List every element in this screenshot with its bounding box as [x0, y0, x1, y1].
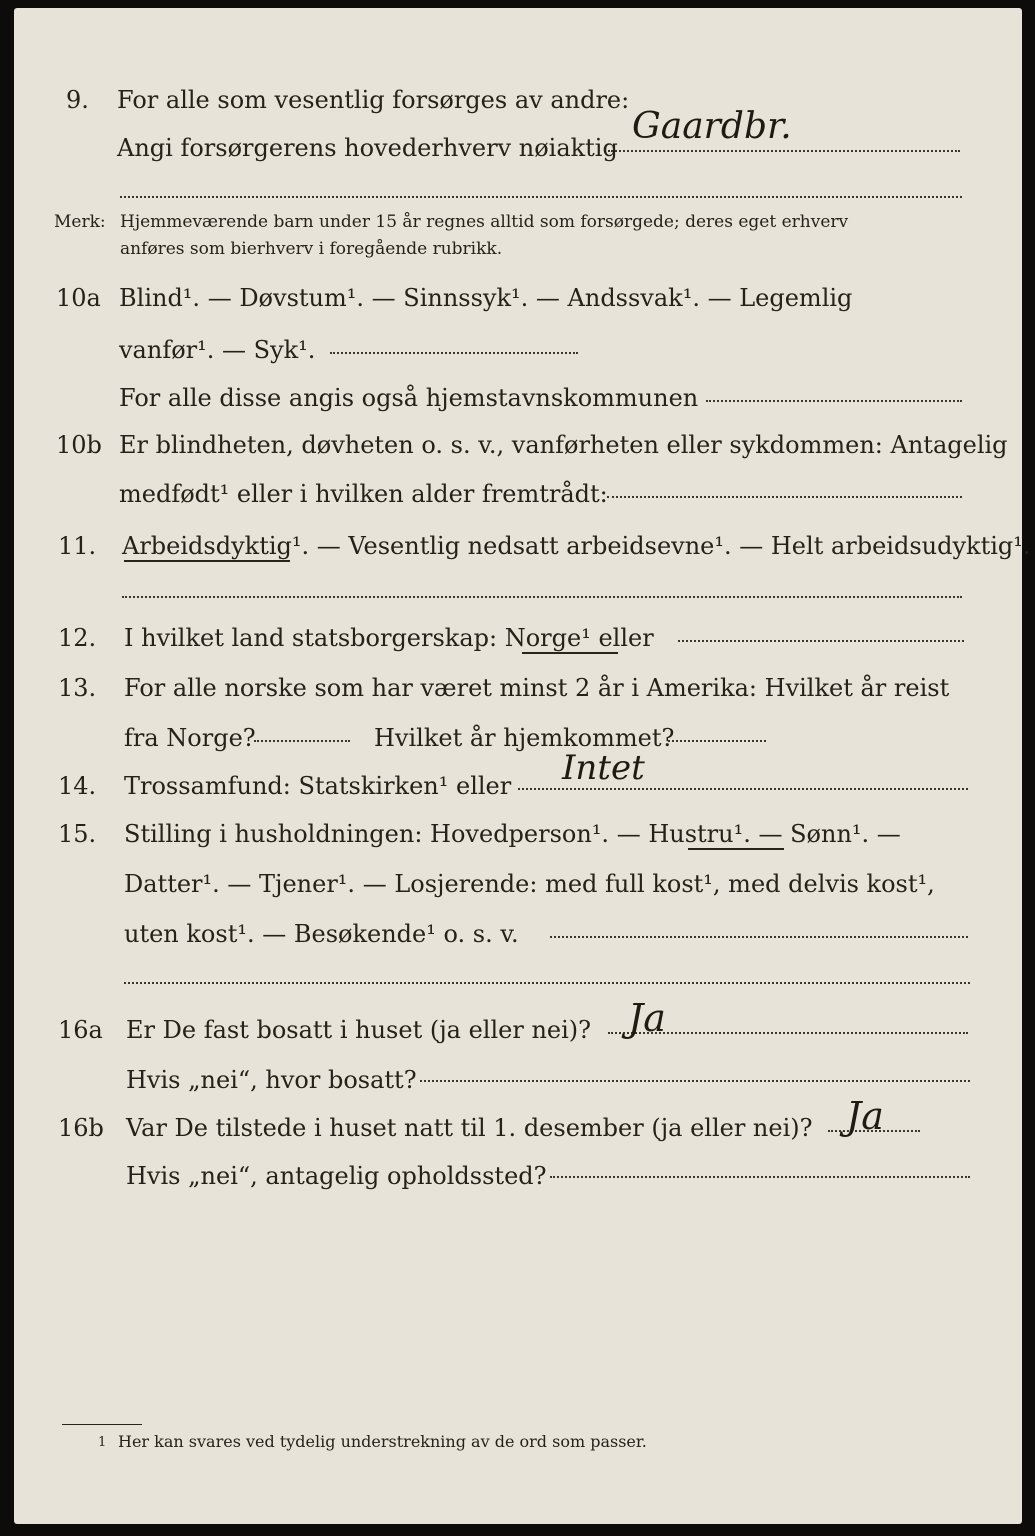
- q11-number: 11.: [58, 532, 97, 560]
- q10a-kommune-line: [706, 400, 962, 402]
- q16a-line2: Hvis „nei“, hvor bosatt?: [126, 1066, 417, 1094]
- q13-line2b: Hvilket år hjemkommet?: [374, 724, 675, 752]
- q15-line3: uten kost¹. — Besøkende¹ o. s. v.: [124, 920, 519, 948]
- q13-line2a: fra Norge?: [124, 724, 256, 752]
- q14-handwritten-answer: Intet: [562, 748, 645, 788]
- q9-extra-line: [120, 196, 962, 198]
- q12-line1: I hvilket land statsborgerskap: Norge¹ eller: [124, 624, 654, 652]
- q10a-line2: vanfør¹. — Syk¹.: [119, 336, 316, 364]
- merk-line1: Hjemmeværende barn under 15 år regnes alltid som forsørgede; deres eget erhverv: [120, 212, 849, 232]
- footnote-rule: [62, 1424, 142, 1425]
- q16b-opholdssted-line: [550, 1176, 970, 1178]
- merk-label: Merk:: [54, 212, 106, 232]
- q13-reist-line: [254, 740, 350, 742]
- q9-line2: Angi forsørgerens hovederhverv nøiaktig: [117, 134, 618, 162]
- q16b-number: 16b: [58, 1114, 104, 1142]
- q16b-handwritten-answer: Ja: [846, 1094, 884, 1138]
- q15-number: 15.: [58, 820, 97, 848]
- footnote-mark: 1: [98, 1435, 107, 1450]
- q12-number: 12.: [58, 624, 97, 652]
- q11-extra-line: [122, 596, 962, 598]
- q16a-bosatt-line: [420, 1080, 970, 1082]
- q15-answer-line: [550, 936, 968, 938]
- q15-line1: Stilling i husholdningen: Hovedperson¹. — Hustru¹. — Sønn¹. —: [124, 820, 901, 848]
- q13-line1: For alle norske som har været minst 2 år i Amerika: Hvilket år reist: [124, 674, 950, 702]
- q16b-line1: Var De tilstede i huset natt til 1. desember (ja eller nei)?: [126, 1114, 813, 1142]
- q12-underline-mark: [522, 652, 618, 654]
- q9-number: 9.: [66, 86, 89, 114]
- q13-hjemkommet-line: [668, 740, 766, 742]
- q15-extra-line: [124, 982, 970, 984]
- q12-country-line: [678, 640, 964, 642]
- q9-answer-line: [608, 150, 960, 152]
- q16a-line1: Er De fast bosatt i huset (ja eller nei)?: [126, 1016, 592, 1044]
- q10b-alder-line: [607, 496, 962, 498]
- q16b-line2: Hvis „nei“, antagelig opholdssted?: [126, 1162, 547, 1190]
- q10a-syk-line: [330, 352, 578, 354]
- q9-handwritten-answer: Gaardbr.: [632, 106, 792, 147]
- q15-line2: Datter¹. — Tjener¹. — Losjerende: med full kost¹, med delvis kost¹,: [124, 870, 935, 898]
- q14-number: 14.: [58, 772, 97, 800]
- q14-line1: Trossamfund: Statskirken¹ eller: [124, 772, 512, 800]
- census-form-page: [14, 8, 1022, 1524]
- q11-line1: Arbeidsdyktig¹. — Vesentlig nedsatt arbeidsevne¹. — Helt arbeidsudyktig¹.: [122, 532, 1031, 560]
- q16a-handwritten-answer: Ja: [628, 996, 666, 1040]
- q10a-line1: Blind¹. — Døvstum¹. — Sinnssyk¹. — Andssvak¹. — Legemlig: [119, 284, 853, 312]
- q10a-line3: For alle disse angis også hjemstavnskommunen: [119, 384, 699, 412]
- q16a-number: 16a: [58, 1016, 103, 1044]
- q15-underline-mark: [688, 848, 784, 850]
- merk-line2: anføres som bierhverv i foregående rubrikk.: [120, 239, 503, 259]
- footnote-text: Her kan svares ved tydelig understrekning av de ord som passer.: [118, 1432, 647, 1451]
- q9-line1: For alle som vesentlig forsørges av andre:: [117, 86, 630, 114]
- q13-number: 13.: [58, 674, 97, 702]
- q10a-number: 10a: [56, 284, 101, 312]
- q14-answer-line: [518, 788, 968, 790]
- q11-underline-mark: [124, 560, 290, 562]
- q10b-line1: Er blindheten, døvheten o. s. v., vanførheten eller sykdommen: Antagelig: [119, 431, 1008, 459]
- q10b-number: 10b: [56, 431, 102, 459]
- q10b-line2: medfødt¹ eller i hvilken alder fremtrådt:: [119, 480, 608, 508]
